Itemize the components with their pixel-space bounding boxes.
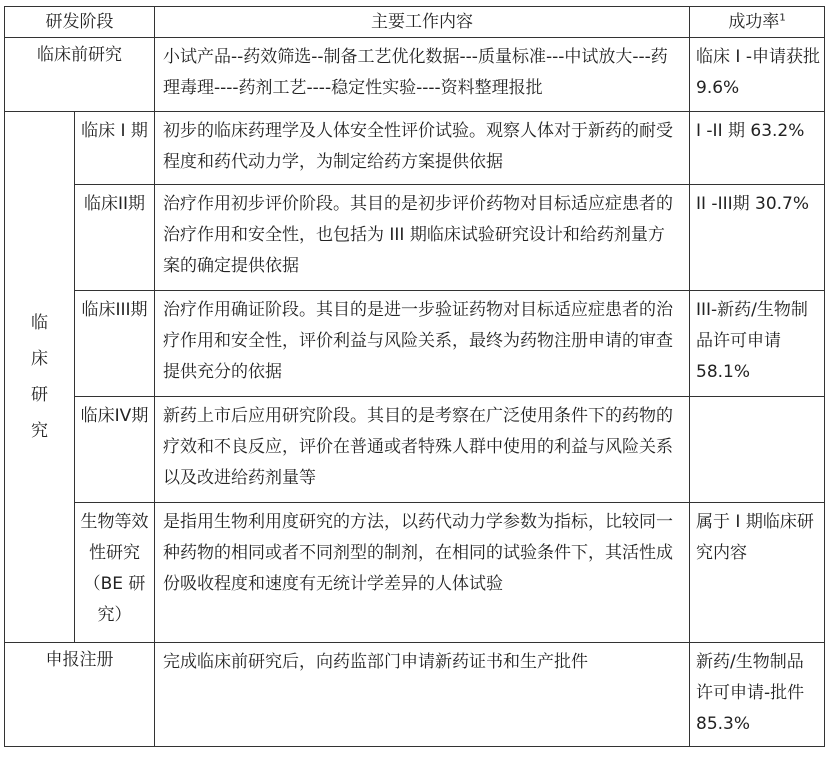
table-row <box>5 397 825 503</box>
header-rate <box>690 7 825 38</box>
table-row <box>5 38 825 112</box>
header-rate-label: 成功率 <box>728 12 780 32</box>
table-row <box>5 185 825 291</box>
content-preclinical: 小试产品--药效筛选--制备工艺优化数据---质量标准---中试放大---药理毒理----药剂工艺----稳定性实验----资料整理报批 <box>155 38 690 112</box>
stage-preclinical: 临床前研究 <box>5 38 155 112</box>
table-row <box>5 112 825 185</box>
rate-phase1: I -II 期 63.2% <box>690 112 825 185</box>
content-phase4: 新药上市后应用研究阶段。其目的是考察在广泛使用条件下的药物的疗效和不良反应，评价在普通或者特殊人群中使用的利益与风险关系以及改进给药剂量等 <box>155 397 690 503</box>
stage-phase1: 临床 I 期 <box>75 112 155 185</box>
stage-phase2: 临床II期 <box>75 185 155 291</box>
stage-registration: 申报注册 <box>5 643 155 747</box>
content-phase1: 初步的临床药理学及人体安全性评价试验。观察人体对于新药的耐受程度和药代动力学，为制定给药方案提供依据 <box>155 112 690 185</box>
content-phase2: 治疗作用初步评价阶段。其目的是初步评价药物对目标适应症患者的治疗作用和安全性，也包括为 III 期临床试验研究设计和给药剂量方案的确定提供依据 <box>155 185 690 291</box>
table-row <box>5 643 825 747</box>
table-header-row <box>5 7 825 38</box>
table-row <box>5 503 825 643</box>
header-rate-footnote: 1 <box>779 12 786 24</box>
drug-development-table <box>4 6 825 747</box>
content-registration: 完成临床前研究后，向药监部门申请新药证书和生产批件 <box>155 643 690 747</box>
header-stage: 研发阶段 <box>5 7 155 38</box>
stage-phase3: 临床III期 <box>75 291 155 397</box>
rate-preclinical: 临床 I -申请获批 9.6% <box>690 38 825 112</box>
table-row <box>5 291 825 397</box>
rate-phase2: II -III期 30.7% <box>690 185 825 291</box>
rate-registration: 新药/生物制品许可申请-批件 85.3% <box>690 643 825 747</box>
rate-phase4 <box>690 397 825 503</box>
stage-be: 生物等效性研究（BE 研究） <box>75 503 155 643</box>
stage-phase4: 临床IV期 <box>75 397 155 503</box>
clinical-group-label: 临床研究 <box>31 313 48 441</box>
content-be: 是指用生物利用度研究的方法，以药代动力学参数为指标，比较同一种药物的相同或者不同剂型的制剂，在相同的试验条件下，其活性成份吸收程度和速度有无统计学差异的人体试验 <box>155 503 690 643</box>
rate-phase3: III-新药/生物制品许可申请 58.1% <box>690 291 825 397</box>
rate-be: 属于 I 期临床研究内容 <box>690 503 825 643</box>
content-phase3: 治疗作用确证阶段。其目的是进一步验证药物对目标适应症患者的治疗作用和安全性，评价利益与风险关系，最终为药物注册申请的审查提供充分的依据 <box>155 291 690 397</box>
stage-clinical-group <box>5 112 75 643</box>
header-content: 主要工作内容 <box>155 7 690 38</box>
